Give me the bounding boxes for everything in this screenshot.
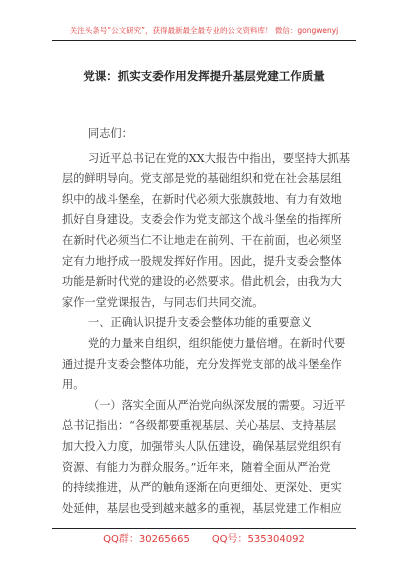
qq-group-text: QQ群：30265665 [103, 534, 190, 545]
body-line: 处延伸，基层也受到越来越多的重视，基层党建工作相应 [62, 501, 342, 515]
footer-divider [52, 528, 356, 529]
body-line: 习近平总书记在党的XX大报告中指出，要坚持大抓基 [88, 151, 351, 165]
promo-banner: 关注头条号“公文研究”，获得最新最全最专业的公文资料库！ 微信：gongwenyj [69, 26, 339, 35]
section-heading: 一、正确认识提升支委会整体功能的重要意义 [88, 316, 312, 330]
body-line: 在新时代必须当仁不让地走在前列、干在前面，也必须坚 [62, 233, 342, 247]
qq-number-text: QQ号：535304092 [211, 534, 305, 545]
document-title: 党课：抓实支委作用发挥提升基层党建工作质量 [83, 69, 325, 83]
body-line: 抓好自身建设。支委会作为党支部这个战斗堡垒的指挥所 [62, 213, 342, 227]
body-line: 用。 [62, 378, 85, 392]
document-body [62, 124, 352, 519]
body-line: 党的力量来自组织，组织能使力量倍增。在新时代要 [88, 336, 346, 350]
body-line: 的持续推进，从严的触角逐渐在向更细处、更深处、更实 [62, 481, 342, 495]
body-line: 家作一堂党课报告，与同志们共同交流。 [62, 295, 264, 309]
subsection-line: （一）落实全面从严治党向纵深发展的需要。习近平 [88, 398, 346, 412]
body-line: 功能是新时代党的建设的必然要求。借此机会，由我为大 [62, 275, 342, 289]
body-line: 总书记指出：“各级都要重视基层、关心基层、支持基层 [62, 419, 337, 433]
body-line: 加大投入力度，加强带头人队伍建设，确保基层党组织有 [62, 439, 342, 453]
contact-footer [0, 533, 408, 547]
body-line: 定有力地抒成一股规发挥好作用。因此，提升支委会整体 [62, 254, 342, 268]
body-line: 层的鲜明导向。党支部是党的基础组织和党在社会基层组 [62, 172, 342, 186]
header-divider [52, 40, 356, 41]
greeting: 同志们： [88, 127, 133, 140]
body-line: 资源、有能力为群众服务。”近年来，随着全面从严治党 [62, 460, 331, 474]
body-line: 通过提升支委会整体功能，充分发挥党支部的战斗堡垒作 [62, 357, 342, 371]
body-line: 织中的战斗堡垒，在新时代必须大张旗鼓地、有力有效地 [62, 192, 342, 206]
